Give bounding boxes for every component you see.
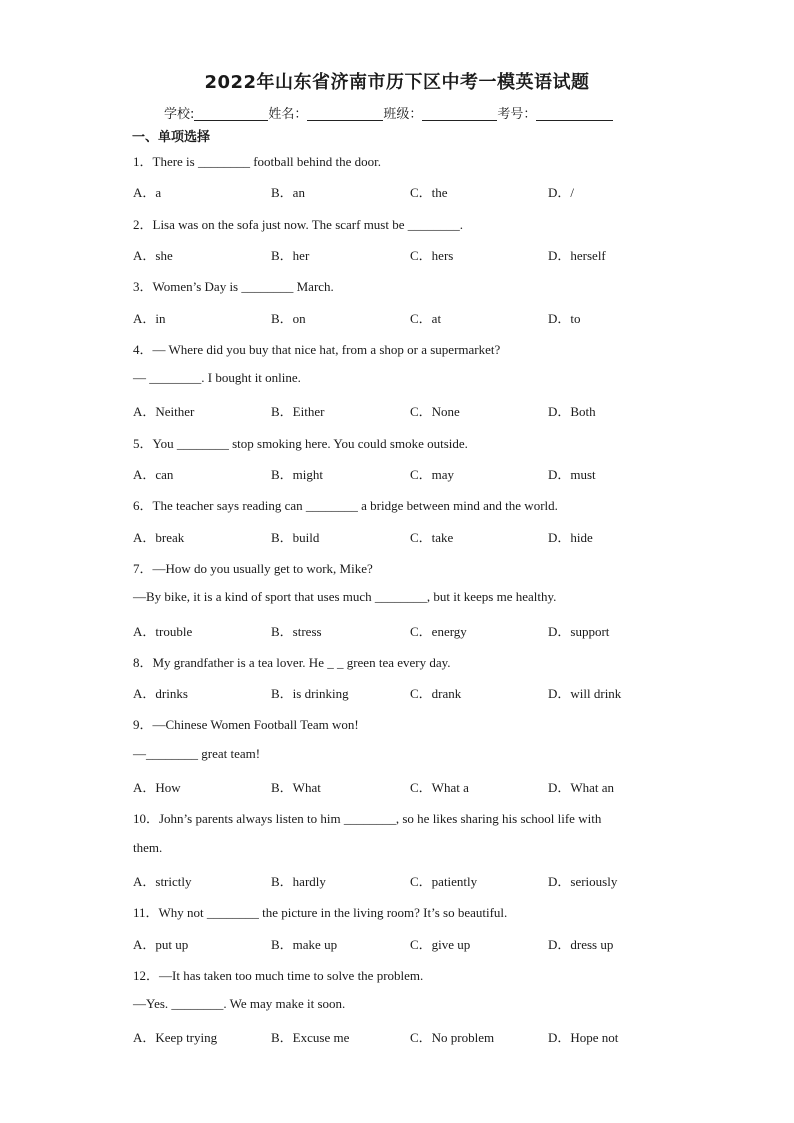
answer-option: D．Hope not bbox=[548, 1030, 619, 1046]
answer-option: C．take bbox=[410, 529, 454, 545]
answer-option: A．can bbox=[133, 467, 174, 482]
answer-option: B．Either bbox=[271, 404, 325, 420]
answer-option: A．drinks bbox=[133, 686, 188, 702]
answer-option: C．give up bbox=[410, 936, 471, 952]
question-line: them. bbox=[133, 839, 163, 855]
question-stem: 4．— Where did you buy that nice hat, from a shop or a supermarket? bbox=[133, 341, 501, 357]
answer-option: A．How bbox=[133, 780, 181, 795]
number-blank bbox=[536, 106, 613, 121]
answer-option: C．hers bbox=[410, 247, 454, 263]
answer-option: C．patiently bbox=[410, 873, 478, 889]
answer-option: A．a bbox=[133, 185, 162, 201]
answer-option: A．trouble bbox=[133, 623, 193, 639]
answer-option: A．break bbox=[133, 529, 185, 545]
school-label: 学校: bbox=[164, 107, 195, 122]
question-stem: 9．—Chinese Women Football Team won! bbox=[133, 717, 359, 733]
question-line: —________ great team! bbox=[133, 745, 261, 761]
answer-option: C．What a bbox=[410, 780, 469, 795]
answer-option: D．herself bbox=[548, 247, 606, 263]
answer-option: C．None bbox=[410, 404, 460, 420]
answer-option: C．energy bbox=[410, 623, 467, 639]
student-info-row bbox=[164, 103, 613, 122]
answer-option: B．build bbox=[271, 529, 320, 545]
question-stem: 7．—How do you usually get to work, Mike? bbox=[133, 560, 373, 576]
name-blank bbox=[307, 106, 383, 121]
answer-option: D．seriously bbox=[548, 873, 618, 889]
answer-option: D．must bbox=[548, 467, 596, 482]
answer-option: D．dress up bbox=[548, 936, 614, 952]
question-stem: 3．Women’s Day is ________ March. bbox=[133, 279, 334, 295]
answer-option: C．may bbox=[410, 467, 455, 482]
class-label: 班级： bbox=[383, 107, 423, 122]
answer-option: A．in bbox=[133, 310, 166, 326]
answer-option: D．support bbox=[548, 623, 610, 639]
name-label: 姓名： bbox=[268, 107, 308, 122]
answer-option: C．at bbox=[410, 310, 442, 326]
answer-option: C．the bbox=[410, 185, 448, 201]
answer-option: B．Excuse me bbox=[271, 1030, 350, 1046]
question-stem: 8．My grandfather is a tea lover. He _ _ green tea every day. bbox=[133, 654, 451, 670]
answer-option: D．to bbox=[548, 310, 581, 326]
question-stem: 5．You ________ stop smoking here. You could smoke outside. bbox=[133, 435, 468, 451]
answer-option: D．will drink bbox=[548, 686, 622, 702]
question-line: — ________. I bought it online. bbox=[133, 370, 301, 386]
answer-option: B．might bbox=[271, 467, 324, 482]
answer-option: A．put up bbox=[133, 936, 189, 952]
question-stem: 1．There is ________ football behind the door. bbox=[133, 154, 382, 169]
answer-option: A．Neither bbox=[133, 404, 195, 420]
answer-option: B．an bbox=[271, 185, 305, 201]
answer-option: B．What bbox=[271, 780, 321, 795]
question-line: —Yes. ________. We may make it soon. bbox=[133, 996, 346, 1012]
answer-option: C．No problem bbox=[410, 1030, 495, 1046]
question-stem: 2．Lisa was on the sofa just now. The scarf must be ________. bbox=[133, 216, 464, 232]
class-blank bbox=[422, 106, 497, 121]
answer-option: D．/ bbox=[548, 185, 575, 201]
section-heading: 一、单项选择 bbox=[132, 130, 211, 145]
answer-option: B．stress bbox=[271, 623, 322, 639]
exam-title: 2022年山东省济南市历下区中考一模英语试题 bbox=[204, 72, 590, 93]
question-stem: 10．John’s parents always listen to him ________, so he likes sharing his school life with bbox=[133, 811, 602, 827]
school-blank bbox=[194, 106, 268, 121]
answer-option: A．strictly bbox=[133, 873, 192, 889]
answer-option: D．Both bbox=[548, 404, 596, 420]
question-stem: 12．—It has taken too much time to solve the problem. bbox=[133, 967, 424, 983]
answer-option: B．on bbox=[271, 310, 306, 326]
answer-option: A．she bbox=[133, 247, 173, 263]
number-label: 考号： bbox=[497, 107, 537, 122]
answer-option: D．hide bbox=[548, 529, 593, 545]
question-stem: 6．The teacher says reading can ________ a bridge between mind and the world. bbox=[133, 498, 558, 514]
answer-option: B．is drinking bbox=[271, 686, 349, 702]
question-stem: 11．Why not ________ the picture in the living room? It’s so beautiful. bbox=[133, 905, 508, 921]
answer-option: B．her bbox=[271, 247, 310, 263]
question-line: —By bike, it is a kind of sport that uses much ________, but it keeps me healthy. bbox=[133, 589, 557, 605]
answer-option: A．Keep trying bbox=[133, 1030, 218, 1046]
answer-option: B．hardly bbox=[271, 873, 326, 889]
answer-option: B．make up bbox=[271, 936, 338, 952]
answer-option: D．What an bbox=[548, 780, 615, 795]
answer-option: C．drank bbox=[410, 686, 462, 702]
